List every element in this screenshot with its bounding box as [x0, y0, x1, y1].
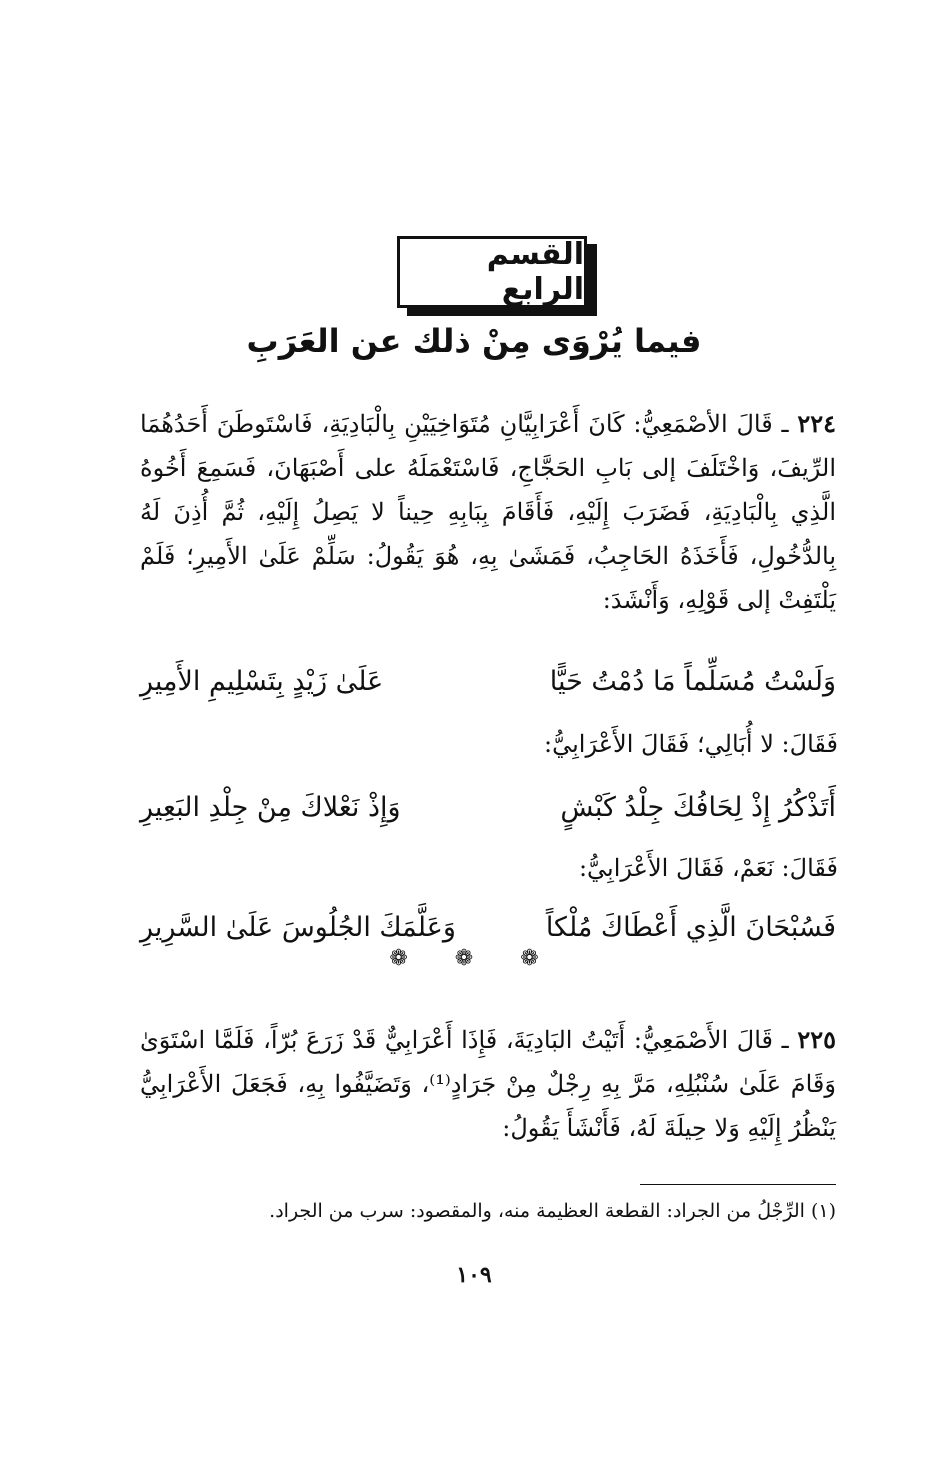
reply-line: فَقَالَ: لا أُبَالِي؛ فَقَالَ الأَعْرَابِيُّ: — [544, 730, 838, 758]
entry-number: ٢٢٤ — [797, 409, 836, 438]
verse-first-hemistich: فَسُبْحَانَ الَّذِي أَعْطَاكَ مُلْكاً — [545, 912, 836, 943]
entry-text: ـ قَالَ الأصْمَعِيُّ: كَانَ أَعْرَابِيَّانِ مُتَوَاخِيَيْنِ بِالْبَادِيَةِ، فَاسْتَوطَنَ أَحَدُهُمَا الرِّيفَ، وَاخْتَلَفَ إلى بَابِ الحَجَّاجِ، فَاسْتَعْمَلَهُ على أَصْبَهَانَ، فَسَمِعَ أَخُوهُ الَّذِي بِالْبَادِيَةِ، فَضَرَبَ إِلَيْهِ، فَأَقَامَ بِبَابِهِ حِيناً لا يَصِلُ إِلَيْهِ، ثُمَّ أُذِنَ لَهُ بِالدُّخُولِ، فَأَخَذَهُ الحَاجِبُ، فَمَشَىٰ بِهِ، هُوَ يَقُولُ: سَلِّمْ عَلَىٰ الأَمِيرِ؛ فَلَمْ يَلْتَفِتْ إلى قَوْلِهِ، وَأَنْشَدَ: — [140, 410, 836, 614]
entry-text: ـ قَالَ الأَصْمَعِيُّ: أَتَيْتُ البَادِيَةَ، فَإِذَا أَعْرَابِيٌّ قَدْ زَرَعَ بُرّاً، فَلَمَّا اسْتَوَىٰ وَقَامَ عَلَىٰ سُنْبُلِهِ، مَرَّ بِهِ رِجْلٌ مِنْ جَرَادٍ⁽¹⁾، وَتَضَيَّفُوا بِهِ، فَجَعَلَ الأَعْرَابِيُّ يَنْظُرُ إِلَيْهِ وَلا حِيلَةَ لَهُ، فَأَنْشَأَ يَقُولُ: — [140, 1026, 836, 1142]
verse-first-hemistich: أَتَذْكُرُ إِذْ لِحَافُكَ جِلْدُ كَبْشٍ — [560, 792, 836, 823]
footnote: (١) الرِّجْلُ من الجراد: القطعة العظيمة منه، والمقصود: سرب من الجراد. — [269, 1200, 836, 1222]
verse-second-hemistich: وَإِذْ نَعْلاكَ مِنْ جِلْدِ البَعِيرِ — [140, 792, 401, 823]
entry-224-paragraph — [140, 402, 836, 622]
entry-number: ٢٢٥ — [797, 1025, 836, 1054]
page-number: ١٠٩ — [456, 1262, 492, 1288]
reply-line: فَقَالَ: نَعَمْ، فَقَالَ الأَعْرَابِيُّ: — [578, 854, 838, 882]
verse-line — [140, 660, 836, 704]
section-header-box — [397, 236, 600, 320]
section-title: القسم الرابع — [486, 237, 584, 307]
verse-first-hemistich: وَلَسْتُ مُسَلِّماً مَا دُمْتُ حَيًّا — [549, 666, 836, 697]
section-subtitle: فيما يُرْوَى مِنْ ذلك عن العَرَبِ — [246, 322, 702, 360]
footnote-separator — [640, 1184, 836, 1185]
section-frame — [397, 236, 587, 308]
verse-second-hemistich: عَلَىٰ زَيْدٍ بِتَسْلِيمِ الأَمِيرِ — [140, 666, 384, 697]
ornament-divider: ❁ ❁ ❁ — [389, 946, 559, 971]
verse-line — [140, 906, 836, 950]
verse-line — [140, 786, 836, 830]
verse-second-hemistich: وَعَلَّمَكَ الجُلُوسَ عَلَىٰ السَّرِيرِ — [140, 912, 456, 943]
entry-225-paragraph — [140, 1018, 836, 1150]
